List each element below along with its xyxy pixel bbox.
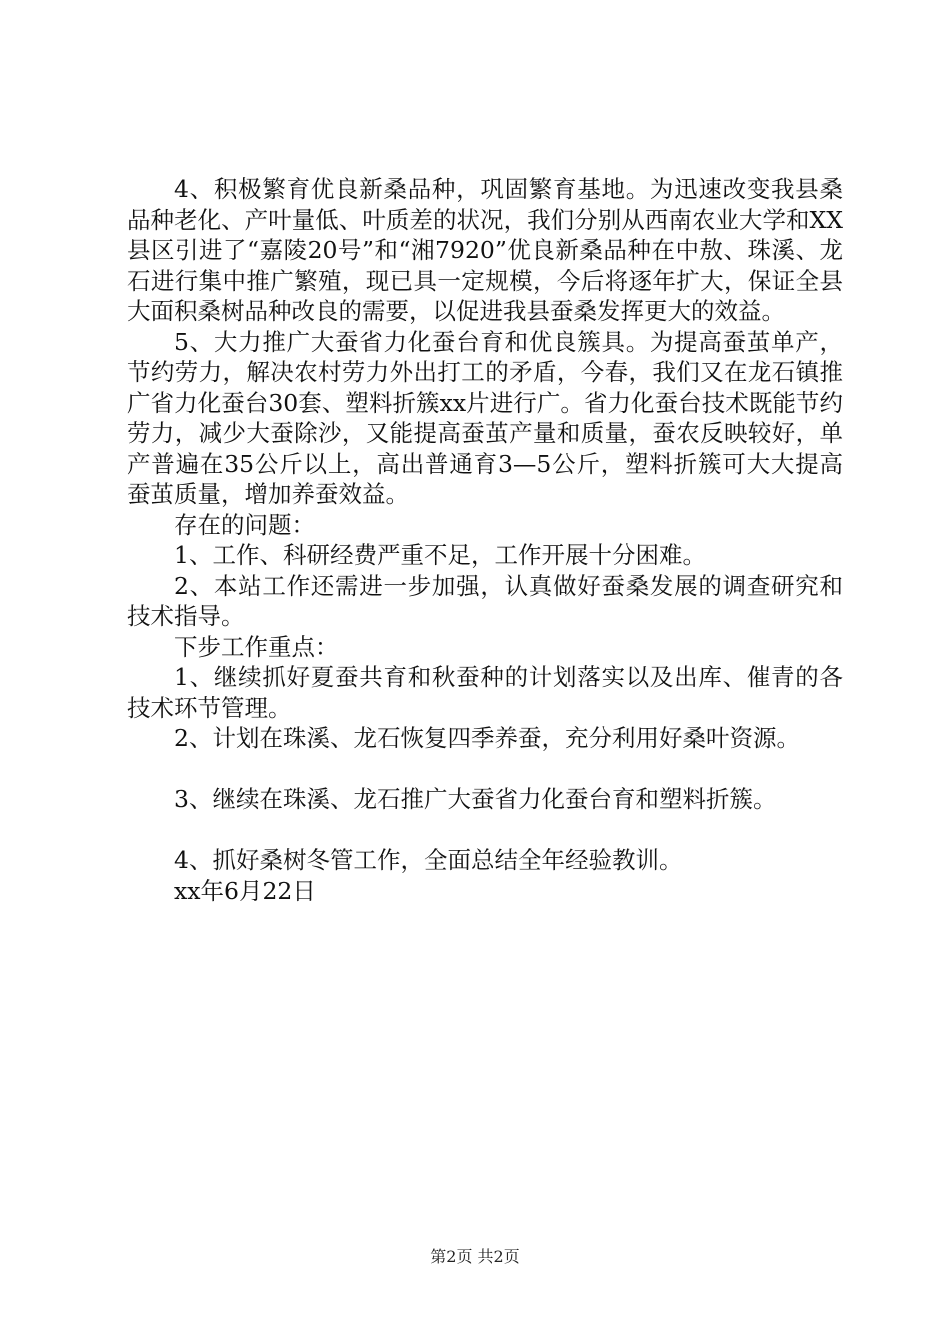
document-body [127,174,843,906]
page-footer: 第2页 共2页 [430,1247,520,1266]
section-heading-next-steps: 下步工作重点： [174,632,339,661]
document-date: xx年6月22日 [174,876,316,905]
next-step-item-4: 4、抓好桑树冬管工作，全面总结全年经验教训。 [174,846,683,874]
next-step-item-3: 3、继续在珠溪、龙石推广大蚕省力化蚕台育和塑料折簇。 [174,785,777,813]
section-heading-problems: 存在的问题： [174,510,315,539]
next-step-item-1: 1、继续抓好夏蚕共育和秋蚕种的计划落实以及出库、催青的各技术环节管理。 [127,663,843,722]
next-step-item-2: 2、计划在珠溪、龙石恢复四季养蚕，充分利用好桑叶资源。 [174,724,800,752]
paragraph-item-5: 5、大力推广大蚕省力化蚕台育和优良簇具。为提高蚕茧单产，节约劳力，解决农村劳力外出打工的矛盾，今春，我们又在龙石镇推广省力化蚕台30套、塑料折簇xx片进行广。省力化蚕台技术既能节约劳力，减少大蚕除沙，又能提高蚕茧产量和质量，蚕农反映较好，单产普遍在35公斤以上，高出普通育3—5公斤，塑料折簇可大大提高蚕茧质量，增加养蚕效益。 [127,327,843,508]
problem-item-2: 2、本站工作还需进一步加强，认真做好蚕桑发展的调查研究和技术指导。 [127,571,843,630]
paragraph-item-4: 4、积极繁育优良新桑品种，巩固繁育基地。为迅速改变我县桑品种老化、产叶量低、叶质差的状况，我们分别从西南农业大学和XX县区引进了“嘉陵20号”和“湘7920”优良新桑品种在中敖、珠溪、龙石进行集中推广繁殖，现已具一定规模，今后将逐年扩大，保证全县大面积桑树品种改良的需要，以促进我县蚕桑发挥更大的效益。 [127,175,843,325]
problem-item-1: 1、工作、科研经费严重不足，工作开展十分困难。 [174,541,706,569]
